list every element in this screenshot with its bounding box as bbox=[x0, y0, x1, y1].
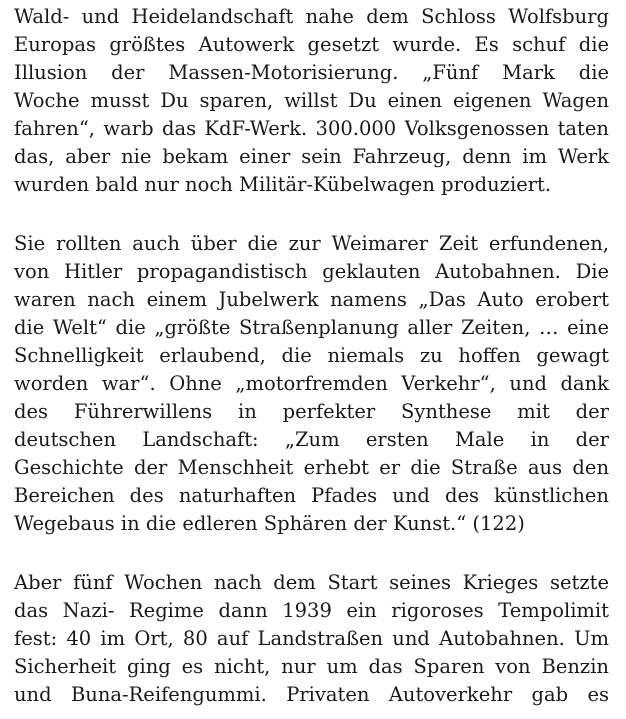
text-line: Woche musst Du sparen, willst Du einen eigenen Wagen bbox=[14, 89, 609, 112]
text-line: Sicherheit ging es nicht, nur um das Sparen von Benzin bbox=[14, 655, 609, 678]
text-line: wurden bald nur noch Militär-Kübelwagen produziert. bbox=[14, 173, 552, 196]
text-line: waren nach einem Jubelwerk namens „Das Auto erobert bbox=[14, 288, 609, 311]
text-line: fest: 40 im Ort, 80 auf Landstraßen und Autobahnen. Um bbox=[14, 627, 609, 650]
text-line: worden war“. Ohne „motorfremden Verkehr“, und dank bbox=[14, 372, 609, 395]
text-line: und Buna-Reifengummi. Privaten Autoverkehr gab es bbox=[14, 683, 609, 706]
paragraph-1 bbox=[14, 3, 609, 199]
text-line: Sie rollten auch über die zur Weimarer Zeit erfundenen, bbox=[14, 232, 609, 255]
text-line: Aber fünf Wochen nach dem Start seines Krieges setzte bbox=[14, 571, 609, 594]
text-line: Wald- und Heidelandschaft nahe dem Schloss Wolfsburg bbox=[14, 5, 609, 28]
text-line: des Führerwillens in perfekter Synthese mit der bbox=[14, 400, 609, 423]
text-line: die Welt“ die „größte Straßenplanung aller Zeiten, … eine bbox=[14, 316, 609, 339]
text-line: Schnelligkeit erlaubend, die niemals zu hoffen gewagt bbox=[14, 344, 609, 367]
paragraph-2 bbox=[14, 230, 609, 538]
text-line: Wegebaus in die edleren Sphären der Kunst.“ (122) bbox=[14, 512, 525, 535]
text-line: das Nazi- Regime dann 1939 ein rigoroses Tempolimit bbox=[14, 599, 609, 622]
text-line: deutschen Landschaft: „Zum ersten Male in der bbox=[14, 428, 609, 451]
text-line: Illusion der Massen-Motorisierung. „Fünf Mark die bbox=[14, 61, 609, 84]
text-line: Geschichte der Menschheit erhebt er die Straße aus den bbox=[14, 456, 609, 479]
paragraph-3 bbox=[14, 569, 609, 709]
text-line: Bereichen des naturhaften Pfades und des künstlichen bbox=[14, 484, 609, 507]
text-line: Europas größtes Autowerk gesetzt wurde. Es schuf die bbox=[14, 33, 609, 56]
text-line: von Hitler propagandistisch geklauten Autobahnen. Die bbox=[14, 260, 609, 283]
text-line: das, aber nie bekam einer sein Fahrzeug, denn im Werk bbox=[14, 145, 609, 168]
text-line: fahren“, warb das KdF-Werk. 300.000 Volksgenossen taten bbox=[14, 117, 609, 140]
